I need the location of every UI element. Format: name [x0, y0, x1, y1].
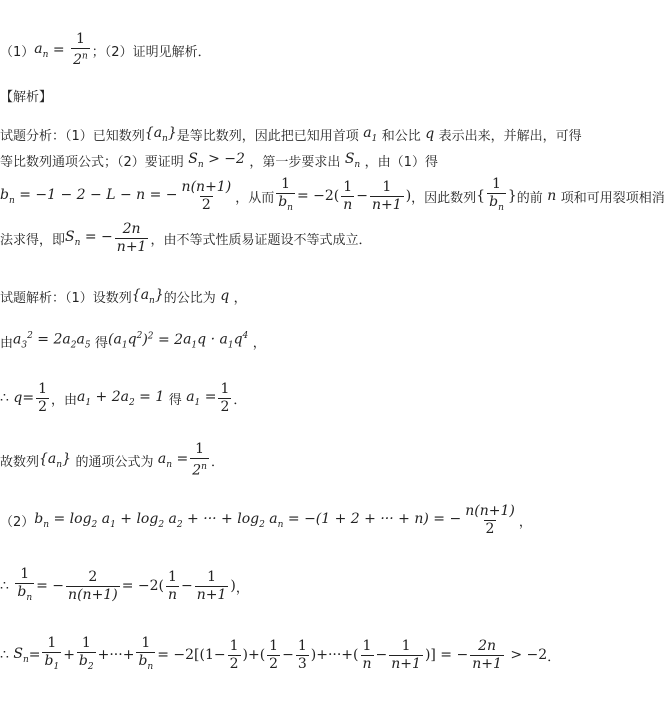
solution-line-5: （2） $b_n = \log_2 a_1 + \log_2 a_2$ + ··· + $\log_2 a_n = -(1 + 2$ + ··· + n) = − $\frac{n(n+1)}{2}$ ，: [0, 502, 532, 537]
analysis-heading: 【解析】: [0, 89, 53, 105]
formula-a3-squared: $a_3^2 = 2a_2a_5$: [13, 331, 91, 351]
analysis-line-2: 等比数列通项公式；（2）要证明 $S_n > -2$ ，第一步要求出 $S_n$ ，由（1）得: [0, 150, 438, 170]
solution-line-4: 故数列 $\{a_n\}$ 的通项公式为 $a_n$ = $\frac{1}{2^n}$ ．: [0, 440, 224, 479]
solution-line-2: 由 $a_3^2 = 2a_2a_5$ 得 $(a_1q^2)^2 = 2a_1q \cdot a_1q^4$ ，: [0, 331, 266, 351]
answer-line: （1） $a_n$ = $\frac{1}{2^n}$ ；（2）证明见解析．: [0, 30, 211, 69]
solution-line-3: ∴ q = $\frac{1}{2}$ ，由 $a_1 + 2a_2 = 1$ 得 $a_1$ = $\frac{1}{2}$ ．: [0, 380, 247, 415]
analysis-line-4: 法求得，即 $S_n$ = − $\frac{2n}{n+1}$ ，由不等式性质易证题设不等式成立．: [0, 220, 372, 255]
formula-reciprocal-bn: $\frac{1}{b_n}$: [276, 176, 295, 217]
formula-an: $a_n$: [34, 40, 49, 60]
solution-line-6: ∴ $\frac{1}{b_n}$ = − $\frac{2}{n(n+1)}$ = −2( $\frac{1}{n}$ − $\frac{1}{n+1}$ ) ，: [0, 566, 249, 606]
formula-sn-gt: $S_n > -2$: [183, 150, 245, 170]
fraction-1-over-2n: $\frac{1}{2^n}$: [73, 30, 88, 69]
solution-line-7: ∴ $S_n$ = $\frac{1}{b_1}$ + $\frac{1}{b_2}$ +···+ $\frac{1}{b_n}$ = −2[(1− $\frac{1}{2}$ )+( $\frac{1}{2}$ − $\frac{1}{3}$ )+···+( $\frac{1}{n}$ − $\frac{1}{n+1}$ )] = − $\frac{2n}{n+1}$ > −2 ．: [0, 634, 560, 676]
answer-part1-label: （1）: [0, 44, 35, 60]
formula-seq-an: $\{a_n\}$: [144, 124, 177, 144]
formula-bn-log: $b_n = \log_2 a_1 + \log_2 a_2$ + ··· + $\log_2 a_n = -(1 + 2$ + ··· + n) = −: [34, 510, 462, 530]
formula-bn-sum: $b_n = -1 - 2 - L - n$ = −: [0, 186, 178, 206]
answer-part2-text: ；（2）证明见解析．: [91, 44, 211, 60]
analysis-line-3: $b_n = -1 - 2 - L - n$ = − $\frac{n(n+1)}{2}$ ，从而 $\frac{1}{b_n}$ = −2( $\frac{1}{n}$ − $\frac{1}{n+1}$ ) ，因此数列 { $\frac{1}{b_n}$ } 的前 n 项和可用裂项相消: [0, 176, 665, 216]
analysis-line-1: 试题分析：（1）已知数列 $\{a_n\}$ 是等比数列，因此把已知用首项 $a_1$ 和公比 q 表示出来，并解出，可得: [0, 124, 582, 144]
solution-line-1: 试题解析：（1）设数列 $\{a_n\}$ 的公比为 q ，: [0, 286, 247, 306]
formula-sn-result: $S_n$ = −: [65, 228, 113, 248]
